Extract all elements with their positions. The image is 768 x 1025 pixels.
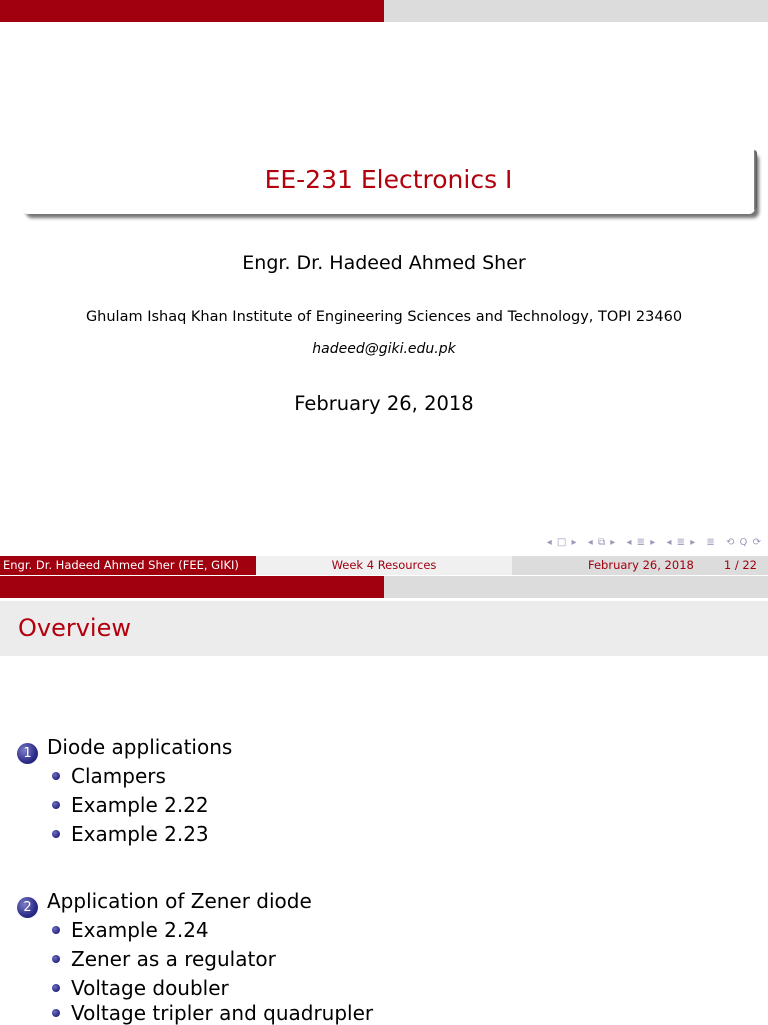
toc-section[interactable] <box>17 889 312 918</box>
institute-name: Ghulam Ishaq Khan Institute of Engineering Sciences and Technology, TOPI 23460 <box>85 309 683 325</box>
section-title: Application of Zener diode <box>47 889 312 913</box>
toc-subsection[interactable] <box>52 947 276 971</box>
nav-subsection-icon[interactable]: ◂ ⧉ ▸ <box>587 537 617 548</box>
subsection-title: Zener as a regulator <box>71 947 276 971</box>
bullet-icon <box>52 830 60 838</box>
footer-page-number: 1 / 22 <box>723 558 757 572</box>
presentation-date: February 26, 2018 <box>294 392 474 415</box>
toc-subsection[interactable] <box>52 793 209 817</box>
nav-search-icon[interactable]: ⟲ Q ⟳ <box>726 537 762 548</box>
header-bar-accent <box>0 0 384 22</box>
toc-subsection[interactable] <box>52 822 209 846</box>
subsection-title: Example 2.24 <box>71 918 209 942</box>
footer-right <box>512 556 768 575</box>
toc-subsection[interactable] <box>52 764 166 788</box>
bullet-icon <box>52 801 60 809</box>
section-title: Diode applications <box>47 735 233 759</box>
author-email: hadeed@giki.edu.pk <box>312 341 456 357</box>
bullet-icon <box>52 926 60 934</box>
subsection-title: Example 2.22 <box>71 793 209 817</box>
footer-author: Engr. Dr. Hadeed Ahmed Sher (FEE, GIKI) <box>0 556 256 575</box>
bullet-icon <box>52 955 60 963</box>
beamer-navigation[interactable] <box>541 537 762 548</box>
subsection-title: Example 2.23 <box>71 822 209 846</box>
section-number-ball: 2 <box>17 897 38 918</box>
presentation-title: EE-231 Electronics I <box>264 165 513 194</box>
frame-title-bar <box>0 601 768 656</box>
title-box <box>22 150 755 214</box>
slide-footer <box>0 556 768 575</box>
footer-date: February 26, 2018 <box>588 558 694 572</box>
nav-section-icon[interactable]: ◂ ≣ ▸ <box>626 537 657 548</box>
slide1-header-bar <box>0 0 768 22</box>
toc-subsection[interactable] <box>52 1001 373 1025</box>
bullet-icon <box>52 772 60 780</box>
nav-frame-icon[interactable]: ◂ □ ▸ <box>546 537 578 548</box>
toc-subsection[interactable] <box>52 918 209 942</box>
author-name: Engr. Dr. Hadeed Ahmed Sher <box>242 252 526 274</box>
frame-title: Overview <box>18 614 131 642</box>
slide2-header-bar <box>0 576 768 598</box>
subsection-title: Clampers <box>71 764 166 788</box>
header-bar-accent <box>0 576 384 598</box>
bullet-icon <box>52 984 60 992</box>
nav-toc-icon[interactable]: ≣ <box>706 537 716 548</box>
toc-section[interactable] <box>17 735 232 764</box>
footer-title: Week 4 Resources <box>256 556 512 575</box>
bullet-icon <box>52 1009 60 1017</box>
toc-subsection[interactable] <box>52 976 229 1000</box>
subsection-title: Voltage tripler and quadrupler <box>71 1001 374 1025</box>
subsection-title: Voltage doubler <box>71 976 229 1000</box>
nav-presentation-icon[interactable]: ◂ ≣ ▸ <box>666 537 697 548</box>
section-number-ball: 1 <box>17 743 38 764</box>
